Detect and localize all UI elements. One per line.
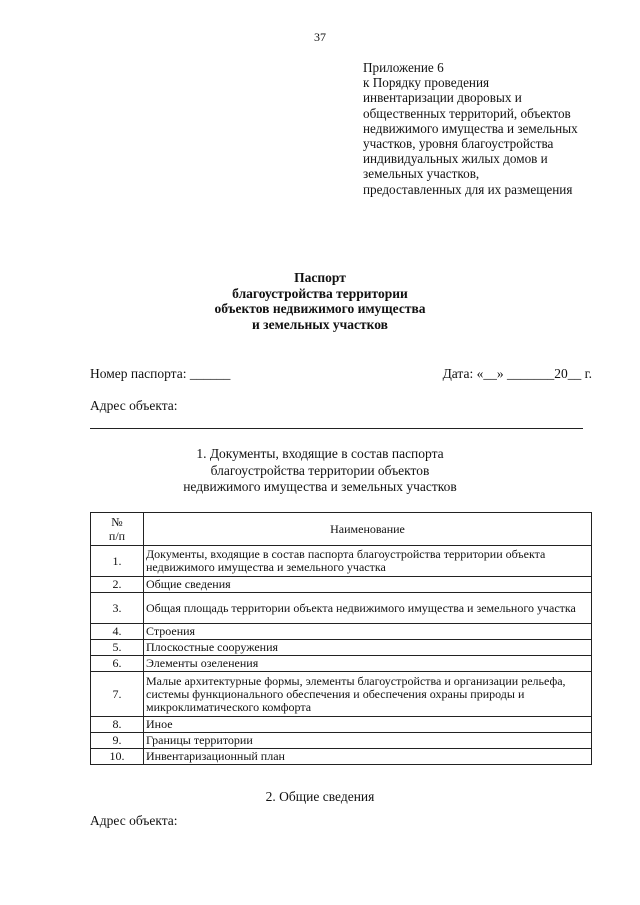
passport-number-field: Номер паспорта: ______ <box>90 366 231 381</box>
row-name: Строения <box>144 624 592 640</box>
documents-table <box>90 512 592 765</box>
row-number: 7. <box>91 672 144 717</box>
page-number: 37 <box>314 30 326 44</box>
row-number: 3. <box>91 593 144 624</box>
address-fill-line <box>90 428 583 429</box>
passport-date-field: Дата: «__» _______20__ г. <box>442 366 592 381</box>
appendix-line: земельных участков, <box>363 166 480 182</box>
column-header-number <box>91 513 144 546</box>
row-number: 10. <box>91 749 144 765</box>
table-row <box>91 624 592 640</box>
section2-object-address-label: Адрес объекта: <box>90 813 178 828</box>
row-number: 5. <box>91 640 144 656</box>
appendix-line: недвижимого имущества и земельных <box>363 120 578 136</box>
appendix-line: общественных территорий, объектов <box>363 105 571 121</box>
section1-heading <box>0 446 640 496</box>
appendix-line: предоставленных для их размещения <box>363 181 573 197</box>
table-row <box>91 733 592 749</box>
table-row <box>91 593 592 624</box>
passport-title <box>0 270 640 332</box>
appendix-note <box>363 60 633 197</box>
table-header-row <box>91 513 592 546</box>
section2-heading: 2. Общие сведения <box>265 789 375 804</box>
row-number: 8. <box>91 717 144 733</box>
row-name: Общая площадь территории объекта недвижимого имущества и земельного участка <box>144 593 592 624</box>
appendix-line: участков, уровня благоустройства <box>363 136 554 152</box>
title-line: и земельных участков <box>252 316 388 332</box>
row-name: Иное <box>144 717 592 733</box>
title-line: Паспорт <box>294 270 346 285</box>
row-name: Малые архитектурные формы, элементы благоустройства и организации рельефа, системы функционального обеспечения и обеспечения охраны природы и микроклиматического комфорта <box>144 672 592 717</box>
row-number: 2. <box>91 577 144 593</box>
row-number: 4. <box>91 624 144 640</box>
header-number-symbol: № <box>111 515 123 529</box>
table-row <box>91 672 592 717</box>
heading-line: 1. Документы, входящие в состав паспорта <box>196 446 444 461</box>
row-number: 6. <box>91 656 144 672</box>
table-row <box>91 717 592 733</box>
heading-line: благоустройства территории объектов <box>210 462 430 478</box>
title-line: благоустройства территории <box>232 285 408 301</box>
appendix-line: инвентаризации дворовых и <box>363 90 522 106</box>
table-row <box>91 577 592 593</box>
row-name: Инвентаризационный план <box>144 749 592 765</box>
title-line: объектов недвижимого имущества <box>214 301 426 316</box>
table-row <box>91 546 592 577</box>
row-number: 1. <box>91 546 144 577</box>
row-name: Общие сведения <box>144 577 592 593</box>
object-address-label: Адрес объекта: <box>90 398 178 413</box>
table-row <box>91 749 592 765</box>
table-row <box>91 656 592 672</box>
row-name: Границы территории <box>144 733 592 749</box>
row-number: 9. <box>91 733 144 749</box>
table-row <box>91 640 592 656</box>
appendix-line: индивидуальных жилых домов и <box>363 151 548 167</box>
appendix-line: к Порядку проведения <box>363 75 490 91</box>
header-number-abbr: п/п <box>108 529 126 543</box>
column-header-name: Наименование <box>144 513 592 546</box>
row-name: Элементы озеленения <box>144 656 592 672</box>
heading-line: недвижимого имущества и земельных участков <box>183 479 457 494</box>
row-name: Плоскостные сооружения <box>144 640 592 656</box>
appendix-line: Приложение 6 <box>363 60 444 75</box>
row-name: Документы, входящие в состав паспорта благоустройства территории объекта недвижимого имущества и земельного участка <box>144 546 592 577</box>
